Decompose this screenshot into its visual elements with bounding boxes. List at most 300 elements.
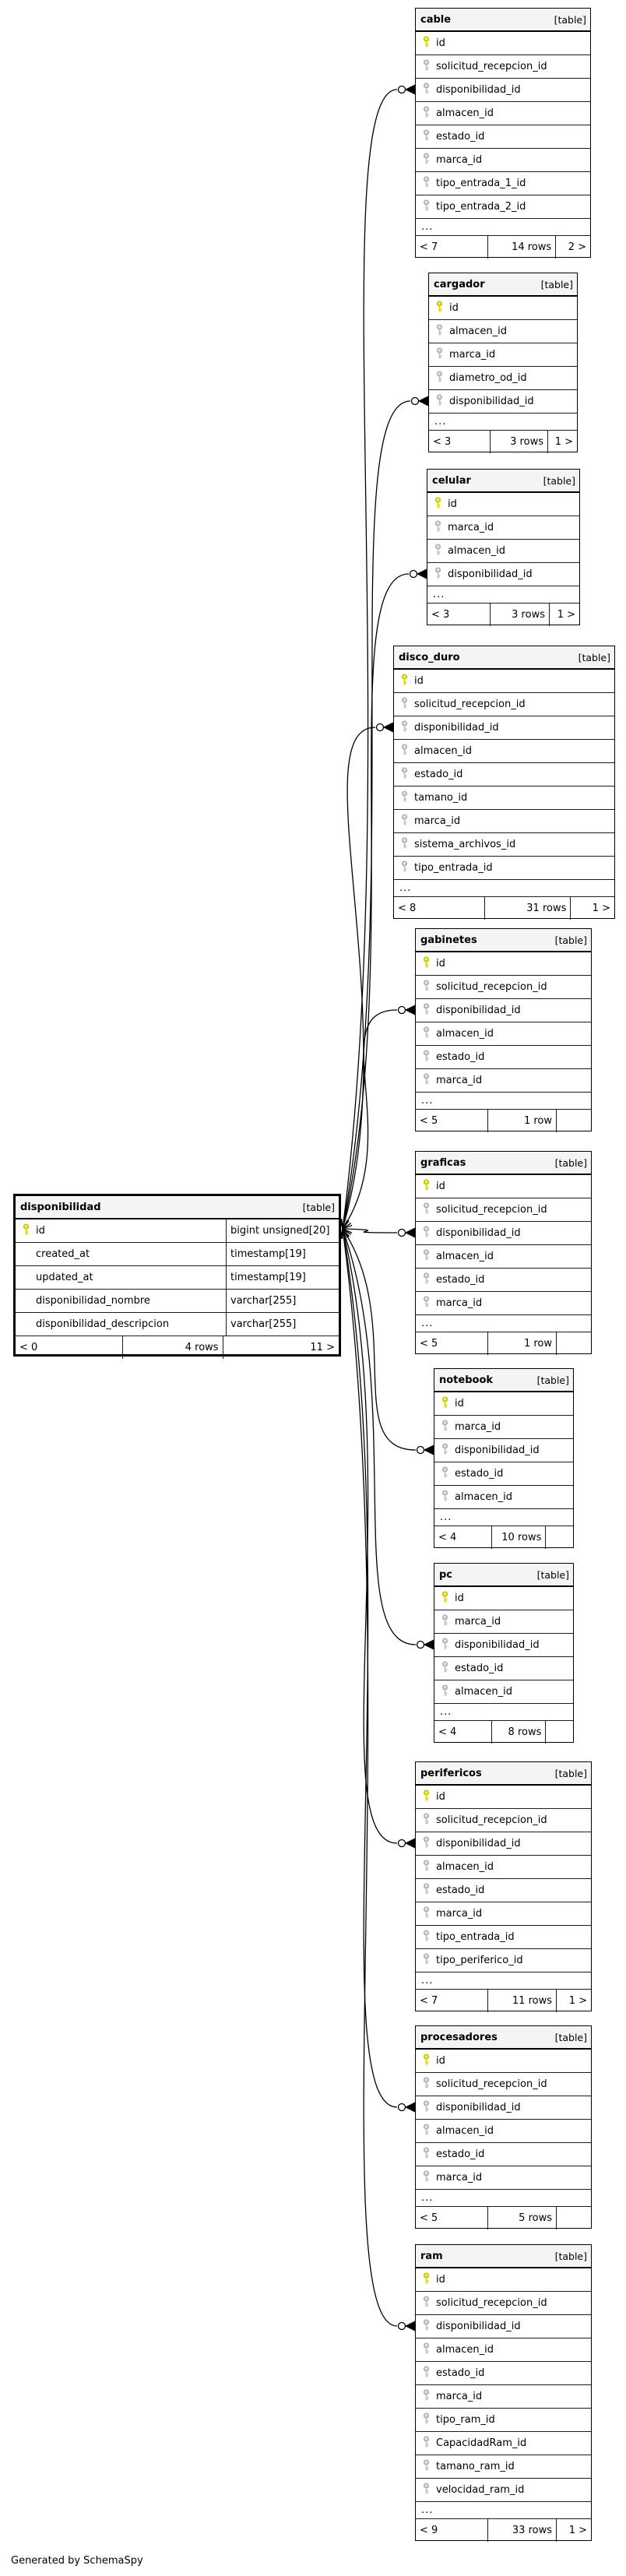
column-row-almacen_id (416, 102, 590, 125)
key-icon-cell (429, 324, 449, 340)
foreign-key-icon (400, 837, 409, 853)
column-name: diametro_od_id (449, 372, 527, 384)
key-icon-cell (416, 83, 436, 98)
key-icon-cell (416, 36, 436, 51)
key-icon-cell (434, 1396, 455, 1412)
table-card-cargador[interactable] (428, 273, 578, 452)
table-header (434, 1369, 573, 1392)
column-name: id (414, 675, 424, 687)
table-pagination-footer (16, 1336, 339, 1359)
table-header (427, 470, 579, 493)
table-type-tag: [table] (554, 1156, 587, 1169)
foreign-key-icon (400, 767, 409, 783)
table-card-perifericos[interactable] (415, 1761, 592, 2011)
key-icon-cell (394, 674, 414, 689)
table-type-tag: [table] (554, 13, 586, 26)
column-row-estado_id (416, 2362, 591, 2385)
column-name: marca_id (436, 2172, 483, 2184)
column-name: almacen_id (448, 545, 505, 557)
column-row-solicitud_recepcion_id (416, 1198, 591, 1222)
key-icon-cell (394, 720, 414, 736)
table-name[interactable]: cable (420, 13, 452, 26)
column-row-almacen_id (434, 1486, 573, 1509)
column-name: estado_id (436, 2367, 485, 2379)
column-row-marca_id (416, 2166, 591, 2190)
table-pagination-footer (427, 604, 579, 626)
table-header (416, 2026, 591, 2050)
column-row-id (434, 1587, 573, 1610)
key-icon-cell (416, 1953, 436, 1969)
column-row-id (394, 670, 614, 693)
primary-key-icon (435, 301, 444, 316)
footer-prev-columns-count: < 5 (420, 2212, 438, 2224)
column-row-solicitud_recepcion_id (416, 2292, 591, 2315)
table-name[interactable]: pc (439, 1568, 453, 1581)
column-row-disponibilidad_id (416, 79, 590, 102)
column-type: timestamp[19] (226, 1266, 339, 1289)
column-row-estado_id (416, 125, 590, 149)
footer-related-count: 1 > (549, 604, 579, 626)
foreign-key-icon (435, 371, 444, 386)
column-name: disponibilidad_id (436, 2102, 521, 2113)
table-pagination-footer (394, 897, 614, 920)
table-card-procesadores[interactable] (415, 2025, 592, 2229)
foreign-key-icon (441, 1638, 449, 1653)
column-name: almacen_id (436, 1028, 494, 1040)
key-icon-cell (394, 767, 414, 783)
column-name: id (436, 2274, 445, 2286)
footer-row-count: 31 rows (484, 897, 570, 920)
footer-prev-columns-count: < 8 (398, 903, 417, 914)
key-icon-cell (416, 2147, 436, 2163)
column-row-CapacidadRam_id (416, 2432, 591, 2455)
foreign-key-icon (422, 1026, 431, 1042)
footer-prev-columns-count: < 3 (431, 609, 450, 621)
column-name: tipo_entrada_id (436, 1931, 515, 1943)
column-name: estado_id (436, 1884, 485, 1896)
footer-prev-columns-count: < 4 (438, 1532, 457, 1543)
table-name[interactable]: ram (420, 2250, 443, 2262)
column-row-almacen_id (416, 2120, 591, 2143)
footer-prev-columns-count: < 5 (420, 1115, 438, 1127)
key-icon-cell (416, 1789, 436, 1805)
foreign-key-icon (422, 1249, 431, 1265)
column-name: CapacidadRam_id (436, 2437, 527, 2449)
table-name[interactable]: perifericos (420, 1767, 482, 1779)
key-icon-cell (434, 1443, 455, 1459)
foreign-key-icon (422, 129, 431, 145)
primary-key-icon (441, 1591, 449, 1606)
column-name: tipo_ram_id (436, 2414, 495, 2426)
foreign-key-icon (434, 567, 442, 582)
key-icon-cell (394, 837, 414, 853)
primary-key-icon (434, 497, 442, 512)
column-name: marca_id (436, 154, 483, 166)
table-pagination-footer (416, 1110, 591, 1132)
column-row-marca_id (429, 343, 577, 367)
column-row-almacen_id (416, 1022, 591, 1046)
column-row-marca_id (416, 2385, 591, 2409)
column-name: disponibilidad_id (414, 722, 499, 734)
key-icon-cell (416, 106, 436, 121)
column-row-id (434, 1392, 573, 1416)
table-name[interactable]: procesadores (420, 2031, 498, 2043)
primary-key-icon (422, 36, 431, 51)
column-name: estado_id (436, 131, 485, 143)
column-name: marca_id (436, 1908, 483, 1920)
more-columns-ellipsis: ... (416, 1093, 591, 1110)
foreign-key-icon (435, 394, 444, 410)
footer-row-count: 11 rows (487, 1990, 556, 2012)
column-name: estado_id (455, 1663, 504, 1674)
key-icon-cell (429, 394, 449, 410)
key-icon-cell (416, 2483, 436, 2498)
column-row-marca_id (416, 1292, 591, 1315)
key-icon-cell (416, 1883, 436, 1899)
key-icon-cell (429, 347, 449, 363)
table-name[interactable]: disco_duro (399, 651, 460, 663)
key-icon-cell (416, 2389, 436, 2405)
column-name: id (436, 1791, 445, 1803)
key-icon-cell (416, 1003, 436, 1019)
column-row-id (416, 2050, 591, 2073)
table-card-disponibilidad[interactable] (13, 1194, 341, 1357)
foreign-key-icon (422, 1813, 431, 1828)
column-row-tipo_ram_id (416, 2409, 591, 2432)
column-row-disponibilidad_id (434, 1634, 573, 1657)
table-header (416, 9, 590, 32)
column-name: solicitud_recepcion_id (414, 699, 526, 710)
column-name: disponibilidad_id (436, 84, 521, 96)
footer-related-count: 1 > (556, 2519, 591, 2542)
table-card-celular[interactable] (427, 469, 580, 625)
key-icon-cell (427, 567, 448, 582)
key-icon-cell (416, 153, 436, 168)
column-row-solicitud_recepcion_id (416, 976, 591, 999)
foreign-key-icon (422, 2483, 431, 2498)
column-name: marca_id (436, 1075, 483, 1086)
key-icon-cell (416, 2342, 436, 2358)
footer-row-count: 3 rows (490, 431, 547, 453)
table-name[interactable]: celular (432, 474, 471, 487)
table-card-notebook[interactable] (434, 1368, 574, 1548)
key-icon-cell (427, 520, 448, 536)
footer-related-count: 2 > (555, 236, 590, 259)
column-name: marca_id (448, 522, 494, 533)
table-name[interactable]: cargador (434, 278, 485, 290)
foreign-key-icon (422, 2147, 431, 2163)
key-icon-cell (416, 2319, 436, 2335)
table-header (416, 1152, 591, 1175)
column-name: id (449, 302, 459, 314)
foreign-key-icon (434, 520, 442, 536)
table-name[interactable]: gabinetes (420, 934, 477, 946)
foreign-key-icon (422, 1883, 431, 1899)
column-row-marca_id (394, 810, 614, 833)
key-icon-cell (394, 860, 414, 876)
table-name[interactable]: graficas (420, 1156, 466, 1169)
foreign-key-icon (435, 347, 444, 363)
footer-related-count: 11 > (223, 1336, 339, 1359)
column-name: estado_id (436, 1051, 485, 1063)
footer-related-count: 1 > (570, 897, 614, 920)
key-icon-cell (416, 2412, 436, 2428)
primary-key-icon (400, 674, 409, 689)
key-icon-cell (416, 1202, 436, 1218)
table-pagination-footer (434, 1526, 573, 1549)
column-row-diametro_od_id (429, 367, 577, 390)
foreign-key-icon (422, 1296, 431, 1311)
key-icon-cell (416, 2436, 436, 2451)
primary-key-icon (22, 1223, 30, 1239)
column-type: timestamp[19] (226, 1243, 339, 1265)
key-icon-cell (434, 1661, 455, 1677)
column-row-velocidad_ram_id (416, 2479, 591, 2502)
column-row-estado_id (434, 1657, 573, 1680)
column-name: almacen_id (436, 2125, 494, 2137)
column-row-disponibilidad_id (416, 1222, 591, 1245)
column-row-estado_id (394, 763, 614, 787)
table-header (434, 1564, 573, 1587)
column-row-disponibilidad_id (416, 2315, 591, 2338)
foreign-key-icon (422, 2412, 431, 2428)
column-name: id (436, 37, 445, 49)
primary-key-icon (422, 2272, 431, 2288)
footer-row-count: 5 rows (487, 2207, 556, 2229)
table-card-ram[interactable] (415, 2244, 592, 2541)
foreign-key-icon (422, 1050, 431, 1065)
column-row-estado_id (416, 2143, 591, 2166)
foreign-key-icon (422, 1930, 431, 1945)
key-icon-cell (416, 1930, 436, 1945)
key-icon-cell (394, 744, 414, 759)
column-row-disponibilidad_descripcion (16, 1313, 339, 1336)
key-icon-cell (416, 1272, 436, 1288)
column-name: disponibilidad_id (455, 1639, 540, 1651)
column-name: disponibilidad_id (436, 1227, 521, 1239)
column-name: tipo_entrada_1_id (436, 178, 526, 189)
column-name: disponibilidad_id (436, 1838, 521, 1849)
foreign-key-icon (400, 860, 409, 876)
more-columns-ellipsis: ... (416, 1972, 591, 1990)
column-row-estado_id (434, 1462, 573, 1486)
column-type: varchar[255] (226, 1290, 339, 1312)
table-type-tag: [table] (578, 651, 610, 663)
fk-connector-graficas-disponibilidad (343, 1225, 415, 1237)
primary-key-icon (422, 956, 431, 972)
table-header (416, 2245, 591, 2268)
column-name: id (455, 1592, 464, 1604)
column-name: disponibilidad_id (449, 396, 534, 407)
column-name: id (455, 1398, 464, 1409)
key-icon-cell (416, 129, 436, 145)
column-name: updated_at (36, 1272, 93, 1283)
primary-key-icon (422, 1179, 431, 1195)
column-name: solicitud_recepcion_id (436, 2297, 547, 2309)
column-row-id (416, 952, 591, 976)
foreign-key-icon (422, 1003, 431, 1019)
column-name: disponibilidad_id (455, 1445, 540, 1456)
column-name: estado_id (436, 2148, 485, 2160)
column-row-id (427, 493, 579, 516)
key-icon-cell (416, 1249, 436, 1265)
table-card-pc[interactable] (434, 1563, 574, 1743)
key-icon-cell (427, 544, 448, 559)
key-icon-cell (429, 301, 449, 316)
footer-related-count: 1 > (556, 1990, 591, 2012)
column-name: almacen_id (455, 1686, 512, 1698)
table-name[interactable]: notebook (439, 1374, 494, 1386)
table-pagination-footer (416, 1332, 591, 1355)
footer-row-count: 1 row (487, 1110, 556, 1132)
foreign-key-icon (422, 2319, 431, 2335)
footer-related-count: 1 > (547, 431, 577, 453)
key-icon-cell (394, 814, 414, 829)
table-pagination-footer (416, 236, 590, 259)
foreign-key-icon (422, 2124, 431, 2139)
key-icon-cell (416, 1813, 436, 1828)
column-row-disponibilidad_id (434, 1439, 573, 1462)
column-row-marca_id (434, 1610, 573, 1634)
column-row-disponibilidad_id (416, 1832, 591, 1856)
column-row-id (416, 2268, 591, 2292)
foreign-key-icon (422, 1906, 431, 1922)
table-card-graficas[interactable] (415, 1151, 592, 1354)
foreign-key-icon (422, 176, 431, 192)
key-icon-cell (416, 1179, 436, 1195)
column-name: solicitud_recepcion_id (436, 2078, 547, 2090)
key-icon-cell (416, 1296, 436, 1311)
column-row-tipo_entrada_2_id (416, 195, 590, 219)
column-name: marca_id (414, 815, 461, 827)
key-icon-cell (416, 2170, 436, 2186)
footer-row-count: 33 rows (487, 2519, 556, 2542)
key-icon-cell (416, 2459, 436, 2475)
foreign-key-icon (422, 2459, 431, 2475)
foreign-key-icon (434, 544, 442, 559)
key-icon-cell (416, 1836, 436, 1852)
column-row-tipo_entrada_id (394, 857, 614, 880)
column-row-id (416, 1175, 591, 1198)
column-name: id (436, 1181, 445, 1192)
table-type-tag: [table] (536, 1568, 569, 1581)
column-row-marca_id (416, 1902, 591, 1926)
column-row-tipo_periferico_id (416, 1949, 591, 1972)
column-name: almacen_id (436, 1861, 494, 1873)
footer-prev-columns-count: < 0 (19, 1342, 38, 1353)
table-card-gabinetes[interactable] (415, 928, 592, 1131)
column-row-disponibilidad_id (416, 2096, 591, 2120)
key-icon-cell (416, 1026, 436, 1042)
fk-connector-gabinetes-disponibilidad (343, 1005, 415, 1229)
column-name: solicitud_recepcion_id (436, 981, 547, 993)
fk-connector-ram-disponibilidad (340, 1229, 415, 2331)
foreign-key-icon (422, 199, 431, 215)
key-icon-cell (416, 2053, 436, 2069)
foreign-key-icon (422, 2366, 431, 2381)
key-icon-cell (394, 790, 414, 806)
foreign-key-icon (441, 1420, 449, 1435)
column-row-tipo_entrada_1_id (416, 172, 590, 195)
key-icon-cell (416, 176, 436, 192)
key-icon-cell (416, 2100, 436, 2116)
table-pagination-footer (429, 431, 577, 453)
more-columns-ellipsis: ... (416, 1315, 591, 1332)
key-icon-cell (427, 497, 448, 512)
key-icon-cell (434, 1591, 455, 1606)
foreign-key-icon (422, 1272, 431, 1288)
column-name: solicitud_recepcion_id (436, 1204, 547, 1216)
table-header (394, 646, 614, 670)
column-row-solicitud_recepcion_id (416, 1809, 591, 1832)
column-name: disponibilidad_descripcion (36, 1318, 170, 1330)
column-row-almacen_id (394, 740, 614, 763)
key-icon-cell (416, 1073, 436, 1089)
table-type-tag: [table] (554, 934, 587, 946)
primary-key-icon (422, 1789, 431, 1805)
table-type-tag: [table] (554, 2031, 587, 2043)
table-header (416, 1762, 591, 1786)
footer-related-count (545, 1526, 573, 1549)
table-card-disco_duro[interactable] (393, 646, 615, 919)
footer-row-count: 10 rows (491, 1526, 545, 1549)
more-columns-ellipsis: ... (416, 2190, 591, 2207)
column-name: almacen_id (436, 2344, 494, 2356)
key-icon-cell (416, 2272, 436, 2288)
footer-prev-columns-count: < 5 (420, 1338, 438, 1350)
table-name[interactable]: disponibilidad (20, 1201, 101, 1213)
key-icon-cell (434, 1684, 455, 1700)
column-row-tamano_ram_id (416, 2455, 591, 2479)
footer-row-count: 8 rows (491, 1721, 545, 1744)
table-type-tag: [table] (554, 2250, 587, 2262)
foreign-key-icon (422, 106, 431, 121)
table-card-cable[interactable] (415, 8, 591, 258)
key-icon-cell (416, 199, 436, 215)
table-type-tag: [table] (302, 1201, 335, 1213)
column-name: almacen_id (414, 745, 472, 757)
foreign-key-icon (435, 324, 444, 340)
more-columns-ellipsis: ... (434, 1509, 573, 1526)
column-name: estado_id (436, 1274, 485, 1286)
column-row-sistema_archivos_id (394, 833, 614, 857)
foreign-key-icon (400, 720, 409, 736)
column-name: created_at (36, 1248, 90, 1260)
column-name: marca_id (455, 1616, 501, 1628)
more-columns-ellipsis: ... (416, 219, 590, 236)
column-row-estado_id (416, 1879, 591, 1902)
column-name: id (436, 958, 445, 970)
column-row-almacen_id (416, 2338, 591, 2362)
more-columns-ellipsis: ... (394, 880, 614, 897)
column-row-disponibilidad_id (394, 716, 614, 740)
key-icon-cell (416, 1050, 436, 1065)
footer-related-count (556, 1332, 591, 1355)
footer-row-count: 1 row (487, 1332, 556, 1355)
footer-prev-columns-count: < 7 (420, 241, 438, 253)
column-name: id (436, 2055, 445, 2067)
foreign-key-icon (422, 2077, 431, 2092)
column-row-disponibilidad_id (427, 563, 579, 586)
column-row-disponibilidad_id (416, 999, 591, 1022)
column-row-disponibilidad_id (429, 390, 577, 413)
column-name: velocidad_ram_id (436, 2484, 525, 2496)
footer-related-count (556, 1110, 591, 1132)
column-name: estado_id (414, 769, 463, 780)
column-name: tipo_entrada_id (414, 862, 493, 874)
table-type-tag: [table] (540, 278, 573, 290)
foreign-key-icon (400, 744, 409, 759)
